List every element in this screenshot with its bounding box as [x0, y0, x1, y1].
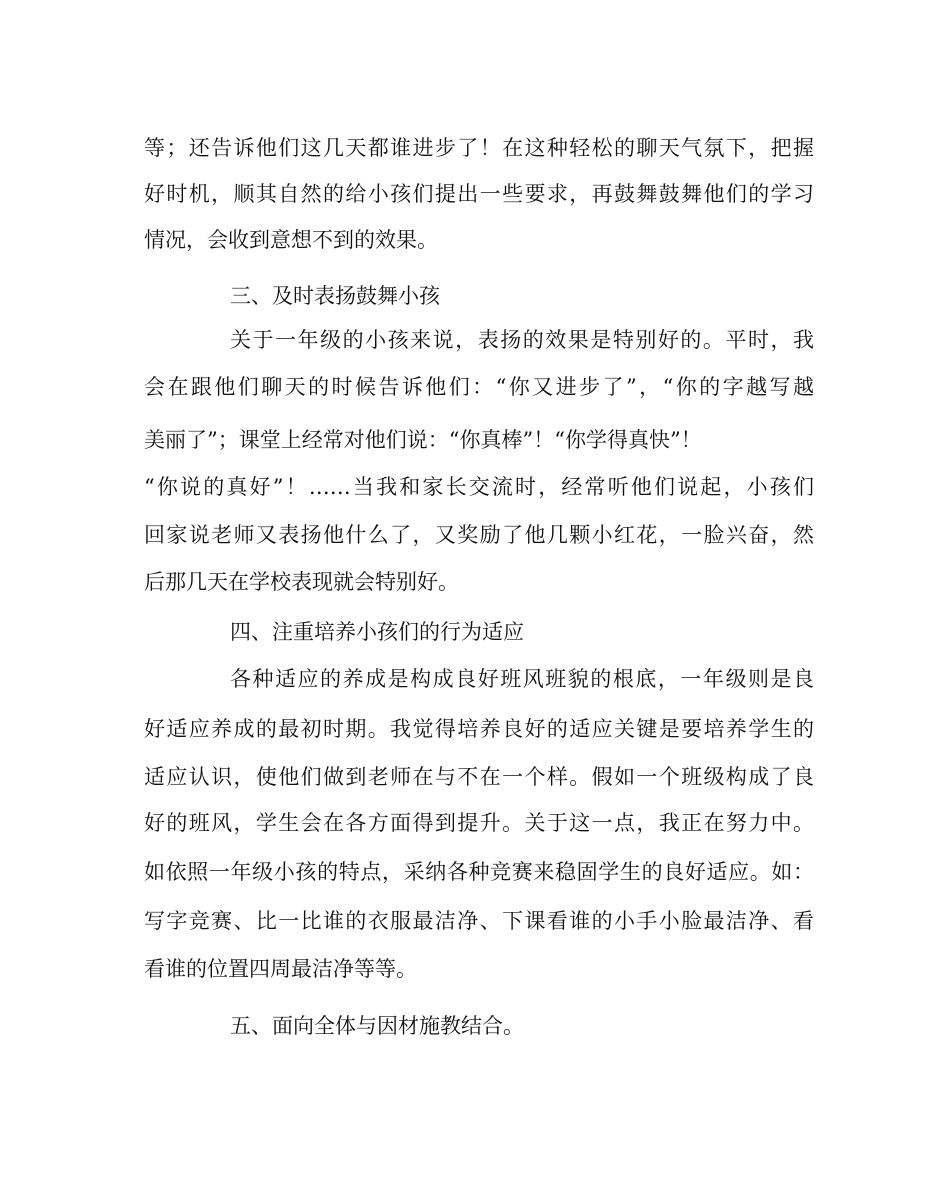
paragraph-line: 等；还告诉他们这几天都谁进步了！在这种轻松的聊天气氛下，把握 — [144, 136, 814, 160]
paragraph-line: 各种适应的养成是构成良好班风班貌的根底，一年级则是良 — [230, 667, 814, 691]
section-heading: 五、面向全体与因材施教结合。 — [230, 1014, 524, 1038]
paragraph-line: 好的班风，学生会在各方面得到提升。关于这一点，我正在努力中。 — [144, 811, 814, 835]
paragraph-line: 适应认识，使他们做到老师在与不在一个样。假如一个班级构成了良 — [144, 765, 814, 789]
paragraph-line: 写字竞赛、比一比谁的衣服最洁净、下课看谁的小手小脸最洁净、看 — [144, 909, 814, 933]
paragraph-line: 美丽了”；课堂上经常对他们说：“你真棒”！“你学得真快”！ — [144, 428, 702, 452]
paragraph-line: 如依照一年级小孩的特点，采纳各种竞赛来稳固学生的良好适应。如： — [144, 860, 814, 884]
paragraph-line: 后那几天在学校表现就会特别好。 — [144, 570, 459, 594]
paragraph-line: 情况，会收到意想不到的效果。 — [144, 228, 438, 252]
paragraph-line: 看谁的位置四周最洁净等等。 — [144, 957, 417, 981]
section-heading: 三、及时表扬鼓舞小孩 — [230, 284, 440, 308]
paragraph-line: 会在跟他们聊天的时候告诉他们：“你又进步了”，“你的字越写越 — [144, 375, 814, 399]
paragraph-line: “你说的真好”！……当我和家长交流时，经常听他们说起，小孩们 — [144, 475, 814, 499]
paragraph-line: 好适应养成的最初时期。我觉得培养良好的适应关键是要培养学生的 — [144, 717, 814, 741]
paragraph-line: 好时机，顺其自然的给小孩们提出一些要求，再鼓舞鼓舞他们的学习 — [144, 182, 814, 206]
paragraph-line: 关于一年级的小孩来说，表扬的效果是特别好的。平时，我 — [230, 328, 814, 352]
section-heading: 四、注重培养小孩们的行为适应 — [230, 620, 524, 644]
paragraph-line: 回家说老师又表扬他什么了，又奖励了他几颗小红花，一脸兴奋，然 — [144, 523, 814, 547]
